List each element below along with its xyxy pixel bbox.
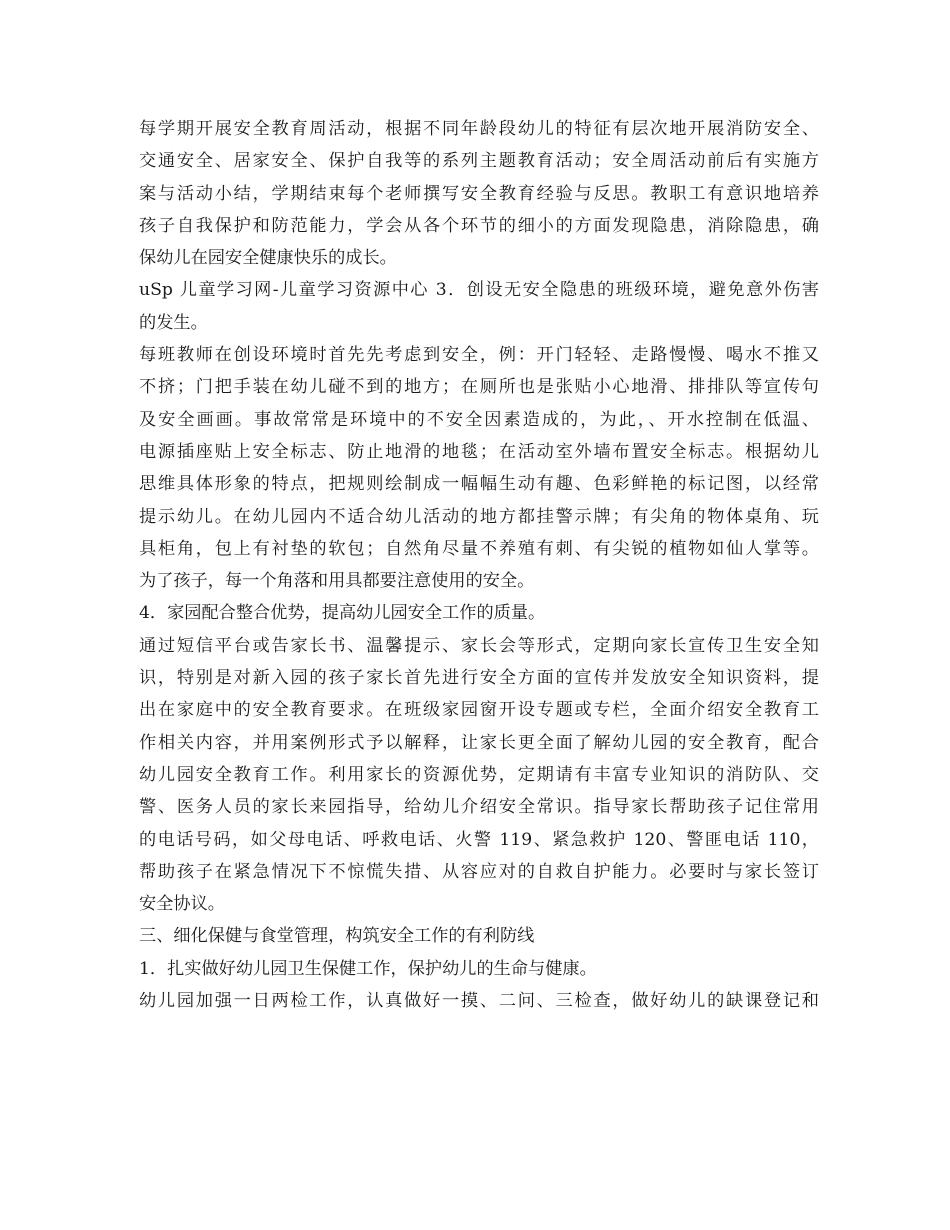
text-line: 三、细化保健与食堂管理，构筑安全工作的有利防线 xyxy=(139,926,535,947)
text-line: 警、医务人员的家长来园指导，给幼儿介绍安全常识。指导家长帮助孩子记住常用 xyxy=(139,797,819,818)
text-line: 的电话号码，如父母电话、呼救电话、火警 119、紧急救护 120、警匪电话 110， xyxy=(139,829,819,850)
text-line: 帮助孩子在紧急情况下不惊慌失措、从容应对的自救自护能力。必要时与家长签订 xyxy=(139,861,819,882)
text-line: uSp 儿童学习网-儿童学习资源中心 3．创设无安全隐患的班级环境，避免意外伤害 xyxy=(139,280,819,301)
text-line: 通过短信平台或告家长书、温馨提示、家长会等形式，定期向家长宣传卫生安全知 xyxy=(139,635,819,656)
text-line: 交通安全、居家安全、保护自我等的系列主题教育活动；安全周活动前后有实施方 xyxy=(139,151,819,172)
text-line: 出在家庭中的安全教育要求。在班级家园窗开设专题或专栏，全面介绍安全教育工 xyxy=(139,700,819,721)
text-line: 不挤；门把手装在幼儿碰不到的地方；在厕所也是张贴小心地滑、排排队等宣传句 xyxy=(139,377,819,398)
text-line: 为了孩子，每一个角落和用具都要注意使用的安全。 xyxy=(139,571,535,592)
text-line: 提示幼儿。在幼儿园内不适合幼儿活动的地方都挂警示牌；有尖角的物体桌角、玩 xyxy=(139,506,819,527)
text-line: 1．扎实做好幼儿园卫生保健工作，保护幼儿的生命与健康。 xyxy=(139,958,597,979)
text-line: 及安全画画。事故常常是环境中的不安全因素造成的，为此，、开水控制在低温、 xyxy=(139,409,819,430)
text-line: 电源插座贴上安全标志、防止地滑的地毯；在活动室外墙布置安全标志。根据幼儿 xyxy=(139,441,819,462)
text-line: 的发生。 xyxy=(139,312,208,333)
text-line: 孩子自我保护和防范能力，学会从各个环节的细小的方面发现隐患，消除隐患，确 xyxy=(139,215,819,236)
text-line: 幼儿园安全教育工作。利用家长的资源优势，定期请有丰富专业知识的消防队、交 xyxy=(139,764,819,785)
text-line: 作相关内容，并用案例形式予以解释，让家长更全面了解幼儿园的安全教育，配合 xyxy=(139,732,819,753)
text-line: 安全协议。 xyxy=(139,894,225,915)
text-line: 幼儿园加强一日两检工作，认真做好一摸、二问、三检查，做好幼儿的缺课登记和 xyxy=(139,991,819,1012)
text-line: 具柜角，包上有衬垫的软包；自然角尽量不养殖有刺、有尖锐的植物如仙人掌等。 xyxy=(139,538,819,559)
document-body xyxy=(139,113,819,1017)
text-line: 识，特别是对新入园的孩子家长首先进行安全方面的宣传并发放安全知识资料，提 xyxy=(139,668,819,689)
text-line: 每学期开展安全教育周活动，根据不同年龄段幼儿的特征有层次地开展消防安全、 xyxy=(139,119,819,139)
text-line: 案与活动小结，学期结束每个老师撰写安全教育经验与反思。教职工有意识地培养 xyxy=(139,183,819,204)
text-line: 思维具体形象的特点，把规则绘制成一幅幅生动有趣、色彩鲜艳的标记图，以经常 xyxy=(139,474,819,495)
text-line: 每班教师在创设环境时首先先考虑到安全，例：开门轻轻、走路慢慢、喝水不推又 xyxy=(139,345,819,366)
text-line: 4．家园配合整合优势，提高幼儿园安全工作的质量。 xyxy=(139,603,546,624)
text-line: 保幼儿在园安全健康快乐的成长。 xyxy=(139,248,397,269)
